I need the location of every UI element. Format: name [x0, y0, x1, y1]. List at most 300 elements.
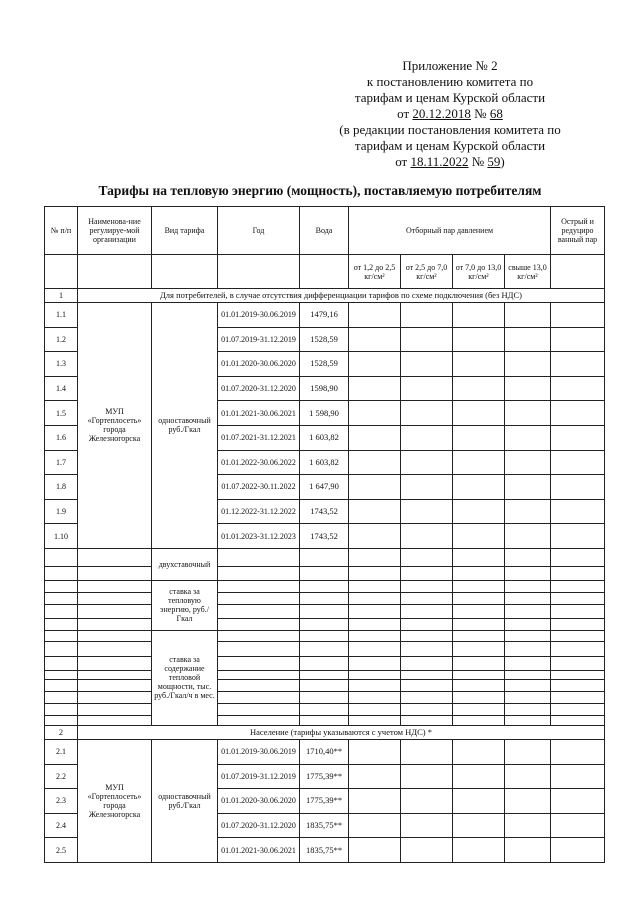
water-tariff: 1835,75**: [300, 838, 349, 863]
empty-cell: [551, 303, 605, 328]
empty-cell: [551, 764, 605, 789]
empty-cell: [551, 670, 605, 679]
empty-cell: [45, 580, 78, 592]
water-tariff: 1 603,82: [300, 450, 349, 475]
appendix-title: Приложение № 2: [402, 58, 498, 73]
empty-cell: [453, 715, 505, 725]
empty-cell: [401, 592, 453, 604]
empty-cell: [45, 641, 78, 656]
empty-cell: [505, 592, 551, 604]
empty-cell: [401, 566, 453, 580]
empty-cell: [453, 450, 505, 475]
empty-cell: [300, 255, 349, 289]
energy-rate: ставка за тепловую энергию, руб./Гкал: [152, 580, 218, 630]
empty-cell: [551, 838, 605, 863]
empty-cell: [453, 838, 505, 863]
table-row: [45, 548, 605, 566]
empty-cell: [505, 524, 551, 549]
empty-cell: [78, 255, 152, 289]
header-resolution-ref: от 20.12.2018 № 68: [397, 106, 503, 121]
water-tariff: 1598,90: [300, 376, 349, 401]
empty-cell: [401, 813, 453, 838]
header-org: Наименова-ние регулируе-мой организации: [78, 207, 152, 255]
table-row: [45, 679, 605, 691]
empty-cell: [551, 691, 605, 703]
empty-cell: [453, 499, 505, 524]
table-row: [45, 703, 605, 715]
empty-cell: [453, 548, 505, 566]
subheader-pressure-4: свыше 13,0 кг/см²: [505, 255, 551, 289]
empty-cell: [349, 566, 401, 580]
empty-cell: [401, 739, 453, 764]
empty-cell: [300, 679, 349, 691]
period-cell: 01.07.2020-31.12.2020: [218, 813, 300, 838]
period-cell: 01.01.2023-31.12.2023: [218, 524, 300, 549]
table-row: [45, 604, 605, 618]
row-number: 1.9: [45, 499, 78, 524]
empty-cell: [349, 475, 401, 500]
empty-cell: [218, 618, 300, 630]
row-number: 2.1: [45, 739, 78, 764]
subheader-pressure-1: от 1,2 до 2,5 кг/см²: [349, 255, 401, 289]
empty-cell: [453, 327, 505, 352]
empty-cell: [505, 401, 551, 426]
period-cell: 01.07.2021-31.12.2021: [218, 425, 300, 450]
empty-cell: [349, 691, 401, 703]
empty-cell: [78, 641, 152, 656]
empty-cell: [401, 327, 453, 352]
empty-cell: [349, 524, 401, 549]
water-tariff: 1528,59: [300, 352, 349, 377]
empty-cell: [551, 425, 605, 450]
empty-cell: [551, 524, 605, 549]
empty-cell: [505, 425, 551, 450]
empty-cell: [45, 656, 78, 670]
empty-cell: [401, 401, 453, 426]
period-cell: 01.01.2019-30.06.2019: [218, 739, 300, 764]
tariff-type: одноставочный руб./Гкал: [152, 303, 218, 549]
table-row: [45, 739, 605, 764]
table-subheader-row: [45, 255, 605, 289]
row-number: 1.1: [45, 303, 78, 328]
empty-cell: [349, 813, 401, 838]
period-cell: 01.01.2020-30.06.2020: [218, 789, 300, 814]
empty-cell: [401, 703, 453, 715]
empty-cell: [78, 548, 152, 566]
empty-cell: [349, 450, 401, 475]
empty-cell: [551, 604, 605, 618]
empty-cell: [551, 450, 605, 475]
subheader-pressure-2: от 2,5 до 7,0 кг/см²: [401, 255, 453, 289]
two-part-tariff: двухставочный: [152, 548, 218, 580]
empty-cell: [78, 592, 152, 604]
empty-cell: [453, 524, 505, 549]
period-cell: 01.01.2020-30.06.2020: [218, 352, 300, 377]
empty-cell: [505, 764, 551, 789]
water-tariff: 1 647,90: [300, 475, 349, 500]
empty-cell: [349, 618, 401, 630]
empty-cell: [551, 548, 605, 566]
empty-cell: [45, 691, 78, 703]
row-number: 2.5: [45, 838, 78, 863]
empty-cell: [45, 566, 78, 580]
empty-cell: [218, 641, 300, 656]
empty-cell: [401, 630, 453, 641]
empty-cell: [453, 303, 505, 328]
empty-cell: [551, 475, 605, 500]
empty-cell: [349, 739, 401, 764]
row-number: 1.8: [45, 475, 78, 500]
empty-cell: [218, 670, 300, 679]
empty-cell: [453, 618, 505, 630]
section-row: [45, 289, 605, 303]
empty-cell: [505, 679, 551, 691]
water-tariff: 1479,16: [300, 303, 349, 328]
empty-cell: [349, 580, 401, 592]
row-number: 2.4: [45, 813, 78, 838]
empty-cell: [45, 618, 78, 630]
empty-cell: [78, 630, 152, 641]
empty-cell: [349, 764, 401, 789]
empty-cell: [349, 376, 401, 401]
section-number: 1: [45, 289, 78, 303]
empty-cell: [349, 592, 401, 604]
empty-cell: [401, 450, 453, 475]
header-line: тарифам и ценам Курской области: [354, 90, 546, 105]
water-tariff: 1 598,90: [300, 401, 349, 426]
empty-cell: [505, 656, 551, 670]
empty-cell: [505, 566, 551, 580]
empty-cell: [505, 703, 551, 715]
empty-cell: [218, 255, 300, 289]
empty-cell: [505, 630, 551, 641]
table-row: [45, 691, 605, 703]
empty-cell: [401, 376, 453, 401]
empty-cell: [300, 566, 349, 580]
empty-cell: [505, 499, 551, 524]
period-cell: 01.07.2022-30.11.2022: [218, 475, 300, 500]
empty-cell: [401, 524, 453, 549]
empty-cell: [453, 604, 505, 618]
empty-cell: [45, 630, 78, 641]
empty-cell: [401, 670, 453, 679]
empty-cell: [551, 352, 605, 377]
water-tariff: 1710,40**: [300, 739, 349, 764]
empty-cell: [551, 566, 605, 580]
empty-cell: [401, 604, 453, 618]
water-tariff: 1743,52: [300, 524, 349, 549]
empty-cell: [505, 739, 551, 764]
empty-cell: [78, 670, 152, 679]
empty-cell: [551, 656, 605, 670]
empty-cell: [551, 618, 605, 630]
empty-cell: [401, 838, 453, 863]
empty-cell: [505, 813, 551, 838]
empty-cell: [401, 789, 453, 814]
table-row: [45, 715, 605, 725]
empty-cell: [505, 548, 551, 566]
empty-cell: [349, 641, 401, 656]
empty-cell: [453, 425, 505, 450]
empty-cell: [218, 656, 300, 670]
empty-cell: [453, 813, 505, 838]
empty-cell: [300, 604, 349, 618]
header-line: (в редакции постановления комитета по: [339, 122, 561, 137]
empty-cell: [349, 715, 401, 725]
empty-cell: [453, 376, 505, 401]
empty-cell: [505, 691, 551, 703]
empty-cell: [453, 401, 505, 426]
empty-cell: [551, 641, 605, 656]
empty-cell: [78, 580, 152, 592]
period-cell: 01.07.2019-31.12.2019: [218, 327, 300, 352]
empty-cell: [78, 566, 152, 580]
empty-cell: [453, 739, 505, 764]
period-cell: 01.01.2019-30.06.2019: [218, 303, 300, 328]
empty-cell: [551, 592, 605, 604]
table-row: [45, 656, 605, 670]
empty-cell: [78, 679, 152, 691]
empty-cell: [453, 670, 505, 679]
period-cell: 01.01.2021-30.06.2021: [218, 838, 300, 863]
empty-cell: [505, 641, 551, 656]
empty-cell: [218, 630, 300, 641]
empty-cell: [453, 641, 505, 656]
header-water: Вода: [300, 207, 349, 255]
empty-cell: [401, 303, 453, 328]
empty-cell: [218, 679, 300, 691]
organization-name: МУП «Гортеплосеть» города Железногорска: [78, 303, 152, 549]
table-row: [45, 630, 605, 641]
empty-cell: [218, 580, 300, 592]
empty-cell: [300, 641, 349, 656]
empty-cell: [453, 566, 505, 580]
empty-cell: [349, 327, 401, 352]
row-number: 1.4: [45, 376, 78, 401]
empty-cell: [45, 604, 78, 618]
empty-cell: [300, 670, 349, 679]
empty-cell: [505, 352, 551, 377]
empty-cell: [551, 255, 605, 289]
section-title: Население (тарифы указываются с учетом НДС) *: [78, 725, 605, 739]
empty-cell: [349, 789, 401, 814]
empty-cell: [401, 715, 453, 725]
empty-cell: [78, 691, 152, 703]
table-row: [45, 580, 605, 592]
empty-cell: [505, 475, 551, 500]
tariff-type: одноставочный руб./Гкал: [152, 739, 218, 862]
table-row: [45, 725, 605, 739]
empty-cell: [401, 352, 453, 377]
empty-cell: [349, 670, 401, 679]
empty-cell: [401, 641, 453, 656]
empty-cell: [551, 327, 605, 352]
empty-cell: [78, 703, 152, 715]
empty-cell: [505, 327, 551, 352]
row-number: 1.3: [45, 352, 78, 377]
empty-cell: [505, 838, 551, 863]
empty-cell: [401, 679, 453, 691]
empty-cell: [218, 604, 300, 618]
period-cell: 01.07.2020-31.12.2020: [218, 376, 300, 401]
empty-cell: [349, 499, 401, 524]
period-cell: 01.01.2022-30.06.2022: [218, 450, 300, 475]
empty-cell: [453, 352, 505, 377]
empty-cell: [551, 739, 605, 764]
empty-cell: [218, 715, 300, 725]
empty-cell: [401, 580, 453, 592]
empty-cell: [152, 255, 218, 289]
header-line: тарифам и ценам Курской области: [354, 138, 546, 153]
organization-name: МУП «Гортеплосеть» города Железногорска: [78, 739, 152, 862]
section-title: Для потребителей, в случае отсутствия дифференциации тарифов по схеме подключения (без НДС): [78, 289, 605, 303]
header-steam: Отборный пар давлением: [349, 207, 551, 255]
empty-cell: [551, 679, 605, 691]
empty-cell: [218, 548, 300, 566]
empty-cell: [218, 566, 300, 580]
empty-cell: [505, 789, 551, 814]
empty-cell: [453, 691, 505, 703]
header-line: к постановлению комитета по: [366, 74, 534, 89]
empty-cell: [505, 604, 551, 618]
empty-cell: [453, 475, 505, 500]
empty-cell: [453, 580, 505, 592]
empty-cell: [218, 703, 300, 715]
empty-cell: [401, 548, 453, 566]
empty-cell: [45, 703, 78, 715]
header-hot-steam: Острый и редуциро ванный пар: [551, 207, 605, 255]
empty-cell: [349, 703, 401, 715]
empty-cell: [300, 580, 349, 592]
document-header: [300, 58, 600, 170]
water-tariff: 1775,39**: [300, 789, 349, 814]
empty-cell: [300, 630, 349, 641]
empty-cell: [349, 425, 401, 450]
header-type: Вид тарифа: [152, 207, 218, 255]
header-num: № п/п: [45, 207, 78, 255]
empty-cell: [300, 618, 349, 630]
empty-cell: [401, 691, 453, 703]
empty-cell: [551, 580, 605, 592]
table-row: [45, 670, 605, 679]
row-number: 1.5: [45, 401, 78, 426]
empty-cell: [300, 691, 349, 703]
row-number: 1.7: [45, 450, 78, 475]
empty-cell: [551, 789, 605, 814]
empty-cell: [453, 789, 505, 814]
empty-cell: [300, 703, 349, 715]
empty-cell: [45, 670, 78, 679]
empty-cell: [551, 703, 605, 715]
header-amendment-ref: от 18.11.2022 № 59): [395, 154, 505, 169]
empty-cell: [349, 352, 401, 377]
empty-cell: [349, 630, 401, 641]
row-number: 2.3: [45, 789, 78, 814]
empty-cell: [505, 450, 551, 475]
table-body: [45, 207, 605, 863]
empty-cell: [453, 656, 505, 670]
empty-cell: [45, 255, 78, 289]
row-number: 1.2: [45, 327, 78, 352]
water-tariff: 1743,52: [300, 499, 349, 524]
empty-cell: [349, 679, 401, 691]
empty-cell: [505, 376, 551, 401]
empty-cell: [453, 679, 505, 691]
empty-cell: [453, 703, 505, 715]
empty-cell: [300, 656, 349, 670]
empty-cell: [349, 548, 401, 566]
row-number: 1.6: [45, 425, 78, 450]
empty-cell: [45, 592, 78, 604]
empty-cell: [505, 580, 551, 592]
empty-cell: [300, 592, 349, 604]
empty-cell: [218, 691, 300, 703]
empty-cell: [45, 715, 78, 725]
empty-cell: [349, 401, 401, 426]
empty-cell: [349, 604, 401, 618]
table-row: [45, 641, 605, 656]
water-tariff: 1775,39**: [300, 764, 349, 789]
table-row: [45, 303, 605, 328]
row-number: 2.2: [45, 764, 78, 789]
empty-cell: [349, 303, 401, 328]
empty-cell: [401, 656, 453, 670]
section-number: 2: [45, 725, 78, 739]
empty-cell: [551, 630, 605, 641]
empty-cell: [349, 838, 401, 863]
tariff-table: [44, 206, 605, 863]
empty-cell: [505, 303, 551, 328]
period-cell: 01.01.2021-30.06.2021: [218, 401, 300, 426]
empty-cell: [401, 475, 453, 500]
empty-cell: [401, 499, 453, 524]
empty-cell: [78, 715, 152, 725]
empty-cell: [505, 618, 551, 630]
empty-cell: [45, 548, 78, 566]
empty-cell: [401, 618, 453, 630]
empty-cell: [300, 715, 349, 725]
empty-cell: [78, 604, 152, 618]
water-tariff: 1835,75**: [300, 813, 349, 838]
document-title: Тарифы на тепловую энергию (мощность), поставляемую потребителям: [98, 183, 542, 198]
row-number: 1.10: [45, 524, 78, 549]
empty-cell: [300, 548, 349, 566]
empty-cell: [453, 630, 505, 641]
period-cell: 01.07.2019-31.12.2019: [218, 764, 300, 789]
empty-cell: [505, 715, 551, 725]
subheader-pressure-3: от 7,0 до 13,0 кг/см²: [453, 255, 505, 289]
empty-cell: [218, 592, 300, 604]
empty-cell: [505, 670, 551, 679]
empty-cell: [551, 715, 605, 725]
capacity-rate: ставка за содержание тепловой мощности, тыс. руб./Гкал/ч в мес.: [152, 630, 218, 725]
empty-cell: [45, 679, 78, 691]
empty-cell: [453, 592, 505, 604]
empty-cell: [78, 656, 152, 670]
table-row: [45, 592, 605, 604]
empty-cell: [551, 376, 605, 401]
empty-cell: [551, 499, 605, 524]
empty-cell: [349, 656, 401, 670]
empty-cell: [551, 401, 605, 426]
header-year: Год: [218, 207, 300, 255]
water-tariff: 1 603,82: [300, 425, 349, 450]
period-cell: 01.12.2022-31.12.2022: [218, 499, 300, 524]
empty-cell: [78, 618, 152, 630]
empty-cell: [401, 425, 453, 450]
table-header-row: [45, 207, 605, 255]
table-row: [45, 618, 605, 630]
